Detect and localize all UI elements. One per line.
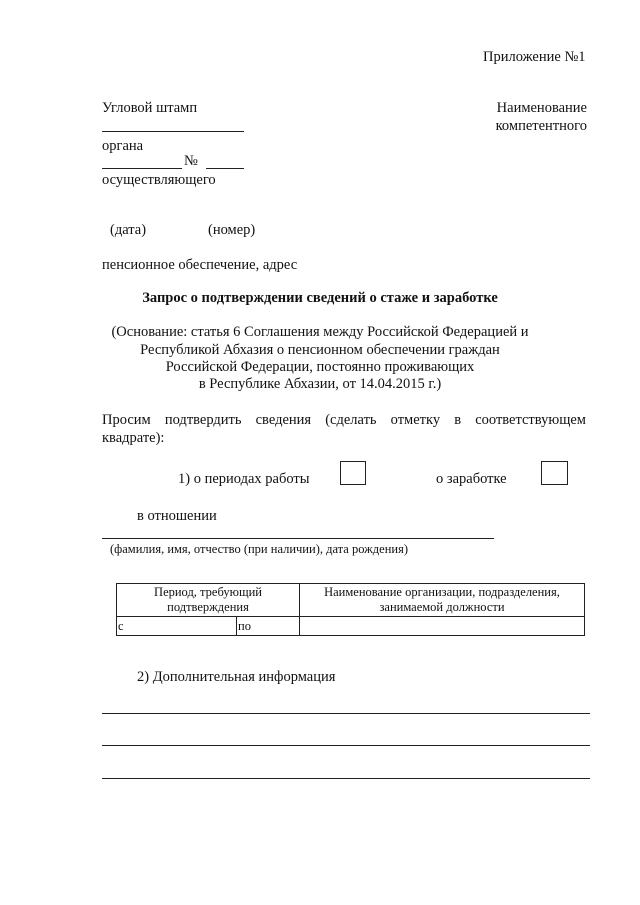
period-to-cell[interactable] — [237, 617, 300, 636]
document-title: Запрос о подтверждении сведений о стаже и заработке — [142, 290, 498, 306]
basis-line-3: Российской Федерации, постоянно проживающих — [165, 359, 475, 375]
stamp-address: пенсионное обеспечение, адрес — [102, 257, 298, 273]
additional-info-line-2[interactable] — [102, 745, 590, 746]
periods-table — [116, 583, 585, 636]
header-period-line-1: Период, требующий — [154, 585, 262, 599]
request-word: (сделать — [325, 412, 377, 428]
to-label: по — [238, 618, 251, 633]
appendix-label: Приложение №1 — [483, 49, 586, 65]
request-word: Просим — [102, 412, 151, 428]
table-header-row — [117, 584, 585, 617]
recipient-line-1: Наименование — [496, 100, 587, 116]
request-word: соответствующем — [475, 412, 586, 428]
header-period — [117, 584, 300, 617]
header-organization — [300, 584, 585, 617]
recipient-line-2: компетентного — [495, 118, 587, 134]
period-from-cell[interactable] — [117, 617, 237, 636]
additional-info-line-1[interactable] — [102, 713, 590, 714]
stamp-number: (номер) — [208, 222, 256, 238]
request-word: подтвердить — [164, 412, 242, 428]
header-org-line-1: Наименование организации, подразделения, — [324, 585, 560, 599]
work-periods-checkbox[interactable] — [340, 461, 366, 485]
request-word: в — [454, 412, 462, 428]
basis-line-4: в Республике Абхазии, от 14.04.2015 г.) — [198, 376, 442, 392]
stamp-performing: осуществляющего — [102, 172, 216, 188]
stamp-number-line-right — [206, 168, 244, 169]
additional-info-line-3[interactable] — [102, 778, 590, 779]
from-label: с — [118, 618, 124, 633]
regarding-label: в отношении — [137, 508, 217, 524]
request-word: отметку — [390, 412, 441, 428]
request-line-2: квадрате): — [102, 430, 165, 446]
basis-line-2: Республикой Абхазия о пенсионном обеспечении граждан — [140, 342, 500, 358]
stamp-title: Угловой штамп — [102, 100, 198, 116]
header-org-line-2: занимаемой должности — [379, 600, 505, 614]
stamp-date: (дата) — [110, 222, 147, 238]
additional-info-label: 2) Дополнительная информация — [137, 669, 336, 685]
person-line[interactable] — [102, 538, 494, 539]
basis-line-1: (Основание: статья 6 Соглашения между Российской Федерацией и — [111, 324, 529, 340]
organization-cell[interactable] — [300, 617, 585, 636]
header-period-line-2: подтверждения — [167, 600, 249, 614]
stamp-line — [102, 131, 244, 132]
salary-checkbox[interactable] — [541, 461, 568, 485]
stamp-number-line-left — [102, 168, 182, 169]
option-salary-label: о заработке — [436, 471, 507, 487]
stamp-org: органа — [102, 138, 144, 154]
person-hint: (фамилия, имя, отчество (при наличии), дата рождения) — [110, 542, 408, 556]
table-row — [117, 617, 585, 636]
option-work-label: 1) о периодах работы — [178, 471, 310, 487]
stamp-number-sign: № — [184, 153, 198, 169]
request-line-1 — [102, 411, 586, 429]
request-word: сведения — [255, 412, 312, 428]
